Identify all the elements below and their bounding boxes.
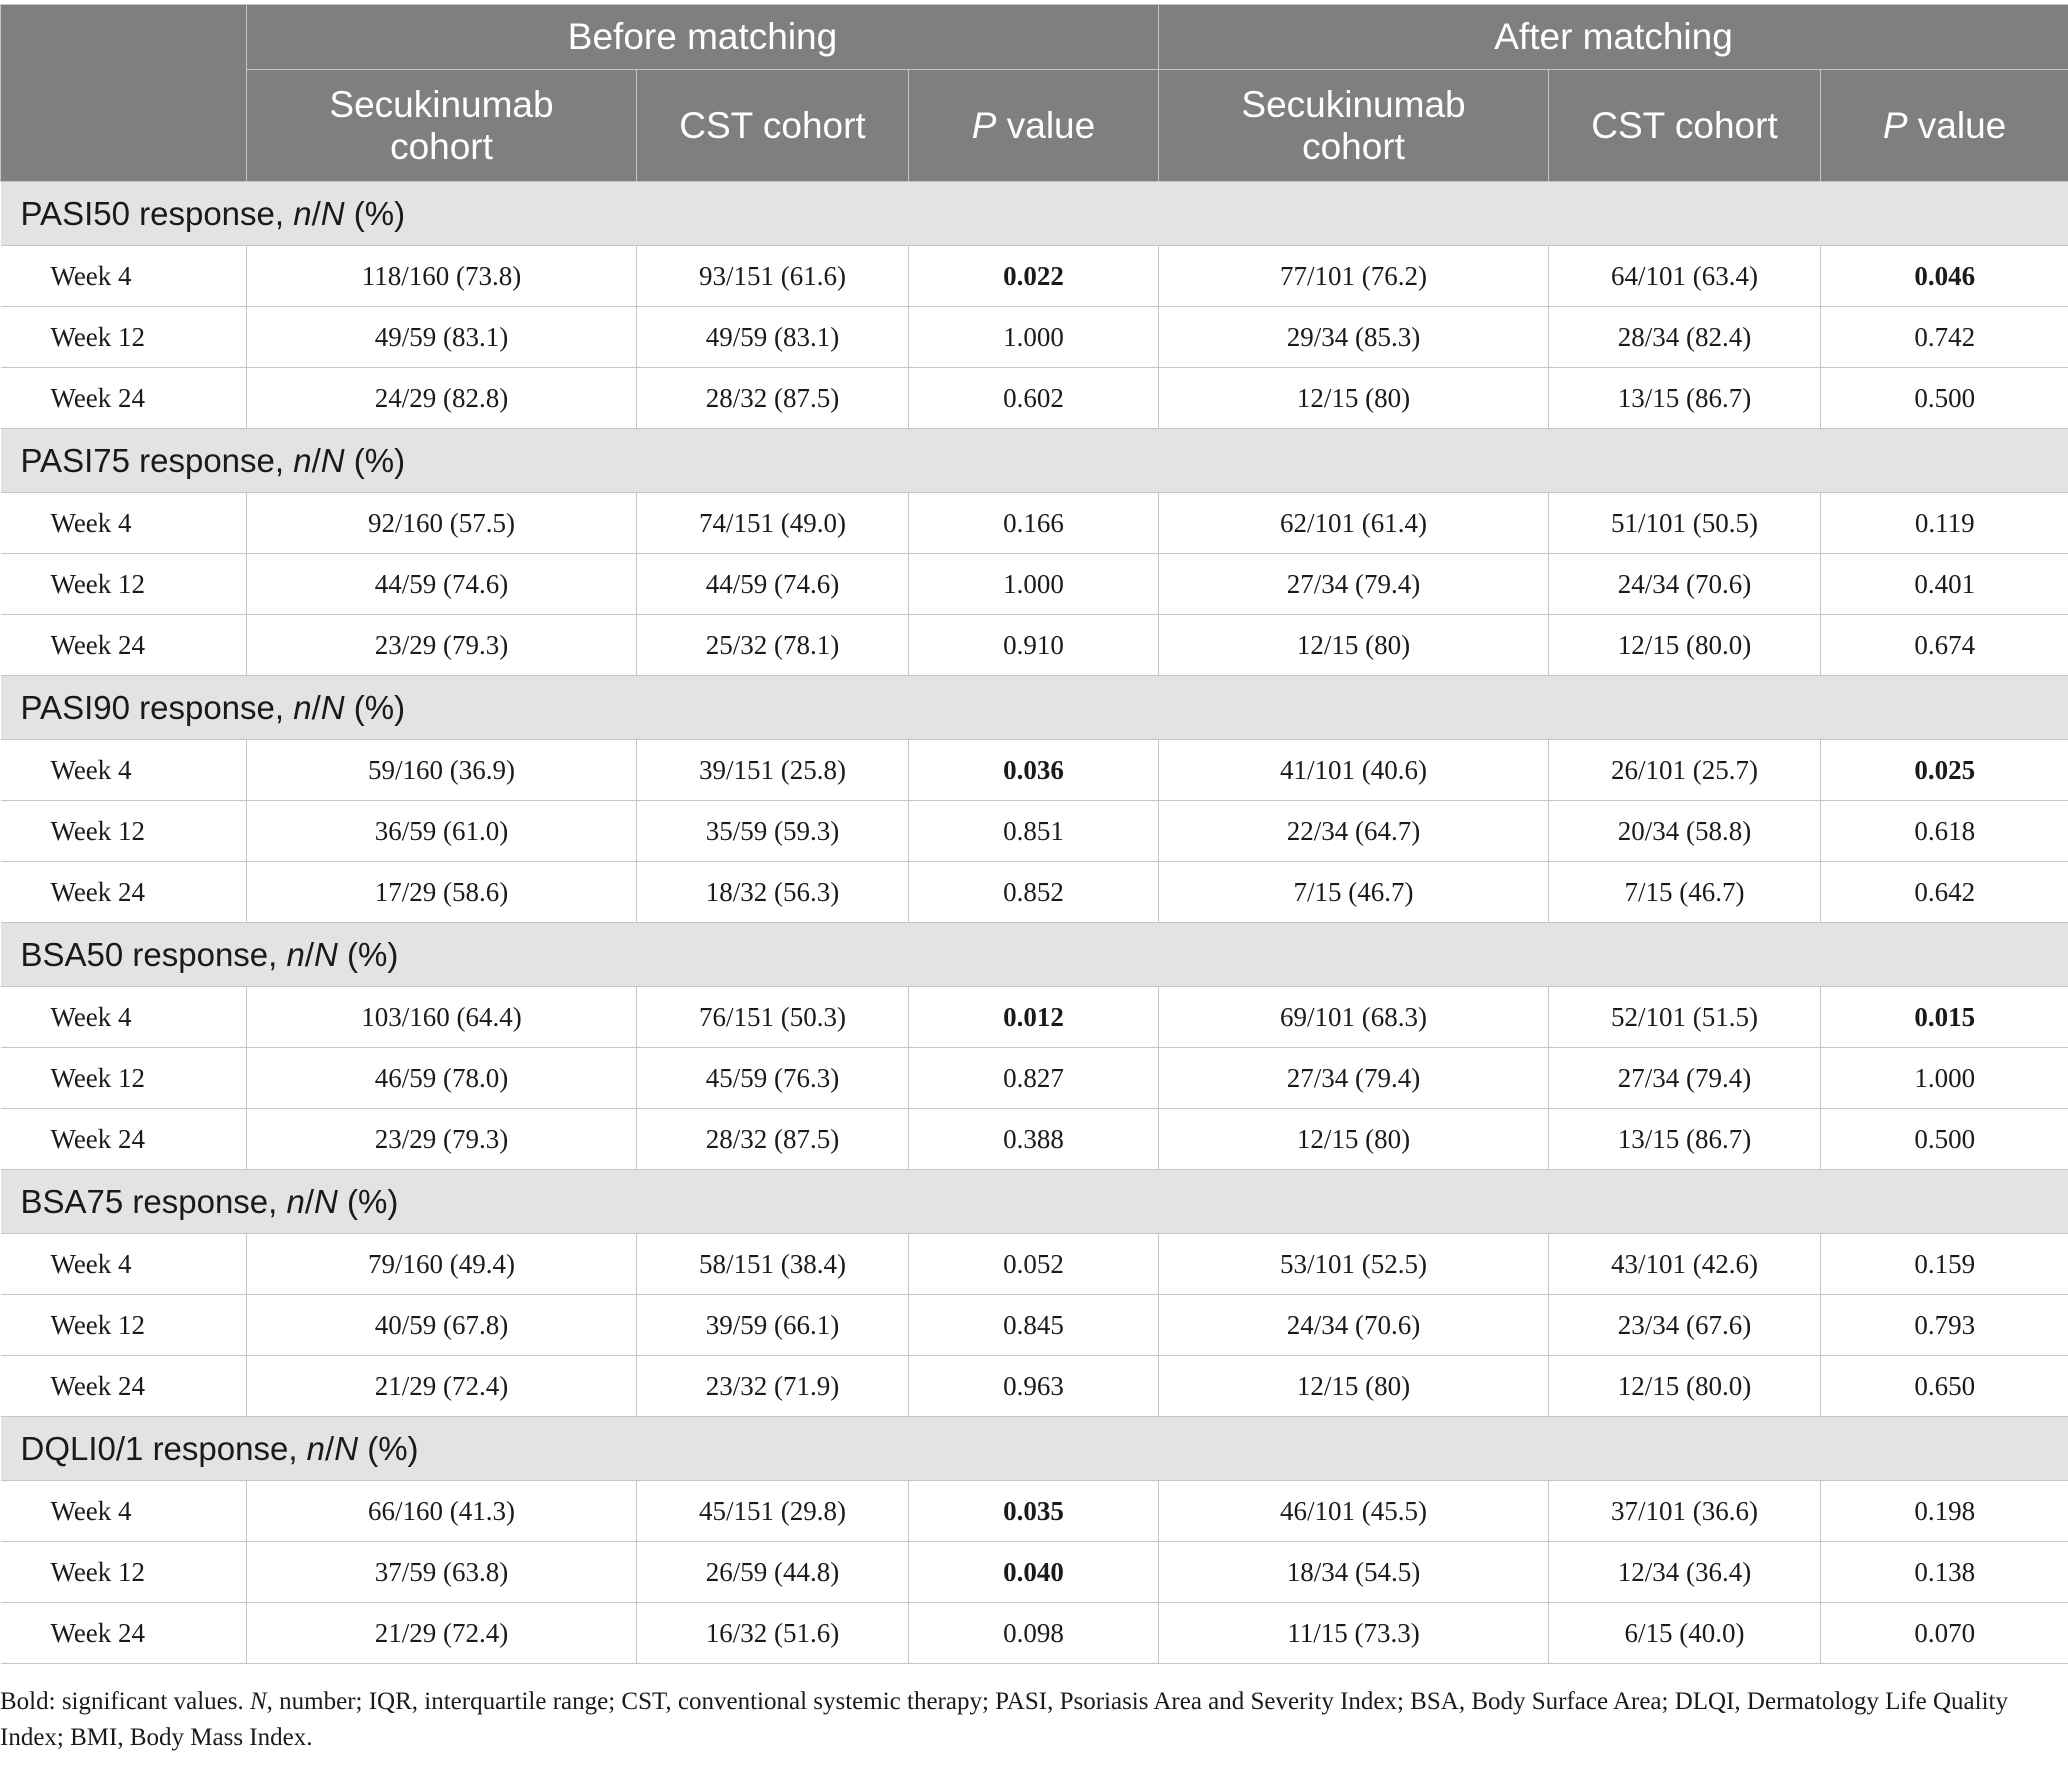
table-row	[1, 246, 2068, 307]
row-label: Week 4	[1, 987, 247, 1048]
table-cell: 93/151 (61.6)	[637, 246, 909, 307]
row-label: Week 24	[1, 368, 247, 429]
row-label: Week 12	[1, 554, 247, 615]
table-cell: 69/101 (68.3)	[1159, 987, 1549, 1048]
table-row	[1, 1109, 2068, 1170]
row-label: Week 12	[1, 1048, 247, 1109]
row-label: Week 24	[1, 615, 247, 676]
table-cell: 0.500	[1821, 368, 2068, 429]
table-cell: 0.650	[1821, 1356, 2068, 1417]
section-title-part: (%)	[344, 441, 406, 479]
table-cell: 28/32 (87.5)	[637, 1109, 909, 1170]
section-title-part: N	[314, 1182, 338, 1220]
table-cell: 0.963	[909, 1356, 1159, 1417]
table-cell: 27/34 (79.4)	[1159, 1048, 1549, 1109]
table-cell: 0.046	[1821, 246, 2068, 307]
table-cell: 0.198	[1821, 1481, 2068, 1542]
table-cell: 0.602	[909, 368, 1159, 429]
table-cell: 64/101 (63.4)	[1549, 246, 1821, 307]
table-cell: 0.827	[909, 1048, 1159, 1109]
table-cell: 53/101 (52.5)	[1159, 1234, 1549, 1295]
subheader-row	[1, 70, 2068, 182]
row-label: Week 4	[1, 1234, 247, 1295]
table-cell: 0.036	[909, 740, 1159, 801]
table-cell: 41/101 (40.6)	[1159, 740, 1549, 801]
table-cell: 40/59 (67.8)	[247, 1295, 637, 1356]
footnote-rest: , number; IQR, interquartile range; CST, conventional systemic therapy; PASI, Psoriasis Area and Severity Index; BSA, Body Surface Area; DLQI, Dermatology Life Quality Index; BMI, Body Mass Index.	[0, 1688, 2008, 1751]
table-cell: 17/29 (58.6)	[247, 862, 637, 923]
row-label: Week 24	[1, 1356, 247, 1417]
table-cell: 51/101 (50.5)	[1549, 493, 1821, 554]
table-cell: 0.674	[1821, 615, 2068, 676]
table-cell: 7/15 (46.7)	[1159, 862, 1549, 923]
table-cell: 1.000	[909, 307, 1159, 368]
section-title-part: /	[311, 688, 321, 726]
table-cell: 118/160 (73.8)	[247, 246, 637, 307]
table-cell: 22/34 (64.7)	[1159, 801, 1549, 862]
header-before-matching: Before matching	[247, 5, 1159, 70]
table-cell: 0.793	[1821, 1295, 2068, 1356]
table-cell: 62/101 (61.4)	[1159, 493, 1549, 554]
table-cell: 58/151 (38.4)	[637, 1234, 909, 1295]
table-cell: 11/15 (73.3)	[1159, 1603, 1549, 1664]
section-title-part: n	[306, 1429, 326, 1467]
section-title-part: /	[304, 935, 315, 973]
section-title-part: PASI90 response,	[20, 688, 285, 726]
table-cell: 0.138	[1821, 1542, 2068, 1603]
table-cell: 28/34 (82.4)	[1549, 307, 1821, 368]
subheader-sub: cohort	[390, 125, 493, 167]
table-cell: 39/59 (66.1)	[637, 1295, 909, 1356]
section-title-part: n	[286, 935, 305, 973]
section-row	[1, 182, 2068, 246]
table-cell: 29/34 (85.3)	[1159, 307, 1549, 368]
footnote-bold-note: Bold: significant values.	[0, 1688, 250, 1715]
table-cell: 0.166	[909, 493, 1159, 554]
table-cell: 21/29 (72.4)	[247, 1356, 637, 1417]
table-cell: 0.845	[909, 1295, 1159, 1356]
table-cell: 0.035	[909, 1481, 1159, 1542]
subheader-main: Secukinumab	[329, 83, 554, 125]
table-cell: 0.388	[909, 1109, 1159, 1170]
footnote-n: N	[249, 1688, 267, 1715]
section-title	[1, 182, 2068, 246]
section-title-part: PASI75 response,	[20, 441, 285, 479]
section-title-part: n	[286, 1182, 305, 1220]
table-cell: 13/15 (86.7)	[1549, 1109, 1821, 1170]
section-title-part: (%)	[358, 1429, 419, 1467]
p-italic: P	[1882, 104, 1908, 146]
table-cell: 12/15 (80)	[1159, 368, 1549, 429]
table-cell: 26/101 (25.7)	[1549, 740, 1821, 801]
table-cell: 12/15 (80)	[1159, 615, 1549, 676]
section-title-part: N	[320, 441, 345, 479]
section-title-part: BSA50 response,	[20, 935, 278, 973]
table-cell: 0.159	[1821, 1234, 2068, 1295]
section-title	[1, 429, 2068, 493]
section-title	[1, 676, 2068, 740]
table-row	[1, 368, 2068, 429]
table-cell: 52/101 (51.5)	[1549, 987, 1821, 1048]
table-cell: 45/151 (29.8)	[637, 1481, 909, 1542]
table-cell: 12/34 (36.4)	[1549, 1542, 1821, 1603]
row-label: Week 12	[1, 1542, 247, 1603]
section-title-part: (%)	[337, 1182, 399, 1220]
table-cell: 20/34 (58.8)	[1549, 801, 1821, 862]
subheader-col-3	[909, 70, 1159, 182]
table-cell: 0.910	[909, 615, 1159, 676]
subheader-col-5	[1549, 70, 1821, 182]
table-cell: 103/160 (64.4)	[247, 987, 637, 1048]
table-row	[1, 740, 2068, 801]
table-cell: 12/15 (80)	[1159, 1356, 1549, 1417]
table-cell: 0.040	[909, 1542, 1159, 1603]
table-row	[1, 1234, 2068, 1295]
subheader-main: value	[1907, 104, 2007, 146]
table-cell: 1.000	[909, 554, 1159, 615]
row-label: Week 12	[1, 1295, 247, 1356]
section-title-part: /	[304, 1182, 315, 1220]
table-cell: 21/29 (72.4)	[247, 1603, 637, 1664]
table-cell: 0.022	[909, 246, 1159, 307]
table-cell: 0.642	[1821, 862, 2068, 923]
table-cell: 27/34 (79.4)	[1159, 554, 1549, 615]
table-cell: 49/59 (83.1)	[247, 307, 637, 368]
table-cell: 23/32 (71.9)	[637, 1356, 909, 1417]
table-cell: 0.052	[909, 1234, 1159, 1295]
table-cell: 74/151 (49.0)	[637, 493, 909, 554]
table-cell: 44/59 (74.6)	[637, 554, 909, 615]
subheader-sub: cohort	[1302, 125, 1405, 167]
subheader-main: Secukinumab	[1241, 83, 1466, 125]
table-cell: 28/32 (87.5)	[637, 368, 909, 429]
table-cell: 23/29 (79.3)	[247, 1109, 637, 1170]
table-cell: 0.015	[1821, 987, 2068, 1048]
table-cell: 46/59 (78.0)	[247, 1048, 637, 1109]
section-title-part: /	[311, 194, 321, 232]
header-empty-cell	[1, 5, 247, 182]
section-title-part: DQLI0/1 response,	[20, 1429, 298, 1467]
subheader-col-6	[1821, 70, 2068, 182]
table-cell: 92/160 (57.5)	[247, 493, 637, 554]
row-label: Week 4	[1, 740, 247, 801]
table-cell: 18/34 (54.5)	[1159, 1542, 1549, 1603]
section-title-part: PASI50 response,	[20, 194, 285, 232]
table-cell: 12/15 (80.0)	[1549, 1356, 1821, 1417]
table-row	[1, 1542, 2068, 1603]
table-row	[1, 1481, 2068, 1542]
row-label: Week 4	[1, 1481, 247, 1542]
table-cell: 0.851	[909, 801, 1159, 862]
subheader-main: value	[996, 104, 1096, 146]
table-cell: 36/59 (61.0)	[247, 801, 637, 862]
table-cell: 49/59 (83.1)	[637, 307, 909, 368]
table-cell: 0.098	[909, 1603, 1159, 1664]
table-body	[1, 182, 2068, 1664]
table-cell: 26/59 (44.8)	[637, 1542, 909, 1603]
section-title-part: N	[334, 1429, 359, 1467]
table-cell: 0.070	[1821, 1603, 2068, 1664]
table-cell: 0.742	[1821, 307, 2068, 368]
table-cell: 24/34 (70.6)	[1549, 554, 1821, 615]
section-title	[1, 1170, 2068, 1234]
section-row	[1, 676, 2068, 740]
table-cell: 59/160 (36.9)	[247, 740, 637, 801]
section-title	[1, 923, 2068, 987]
table-cell: 0.618	[1821, 801, 2068, 862]
row-label: Week 4	[1, 246, 247, 307]
table-cell: 24/34 (70.6)	[1159, 1295, 1549, 1356]
section-title	[1, 1417, 2068, 1481]
table-cell: 25/32 (78.1)	[637, 615, 909, 676]
results-table	[0, 4, 2068, 1664]
table-cell: 6/15 (40.0)	[1549, 1603, 1821, 1664]
section-row	[1, 1170, 2068, 1234]
table-row	[1, 307, 2068, 368]
table-cell: 0.500	[1821, 1109, 2068, 1170]
table-cell: 23/29 (79.3)	[247, 615, 637, 676]
table-row	[1, 615, 2068, 676]
row-label: Week 4	[1, 493, 247, 554]
section-title-part: (%)	[344, 194, 406, 232]
table-cell: 23/34 (67.6)	[1549, 1295, 1821, 1356]
table-row	[1, 862, 2068, 923]
table-row	[1, 987, 2068, 1048]
table-cell: 1.000	[1821, 1048, 2068, 1109]
table-cell: 12/15 (80.0)	[1549, 615, 1821, 676]
subheader-col-2	[637, 70, 909, 182]
section-title-part: n	[293, 688, 312, 726]
subheader-main: CST cohort	[679, 104, 866, 146]
row-label: Week 12	[1, 801, 247, 862]
table-cell: 76/151 (50.3)	[637, 987, 909, 1048]
table-row	[1, 554, 2068, 615]
subheader-col-4	[1159, 70, 1549, 182]
table-cell: 13/15 (86.7)	[1549, 368, 1821, 429]
table-cell: 0.119	[1821, 493, 2068, 554]
row-label: Week 12	[1, 307, 247, 368]
table-cell: 0.852	[909, 862, 1159, 923]
section-row	[1, 429, 2068, 493]
table-cell: 0.401	[1821, 554, 2068, 615]
section-title-part: n	[293, 441, 312, 479]
table-cell: 16/32 (51.6)	[637, 1603, 909, 1664]
table-row	[1, 1295, 2068, 1356]
table-footnote	[0, 1684, 2050, 1756]
p-italic: P	[971, 104, 997, 146]
table-row	[1, 1603, 2068, 1664]
section-title-part: (%)	[344, 688, 406, 726]
table-cell: 44/59 (74.6)	[247, 554, 637, 615]
table-cell: 79/160 (49.4)	[247, 1234, 637, 1295]
section-title-part: N	[320, 194, 345, 232]
table-cell: 27/34 (79.4)	[1549, 1048, 1821, 1109]
table-cell: 0.025	[1821, 740, 2068, 801]
section-title-part: n	[293, 194, 312, 232]
row-label: Week 24	[1, 1109, 247, 1170]
table-cell: 18/32 (56.3)	[637, 862, 909, 923]
section-title-part: /	[311, 441, 321, 479]
subheader-col-1	[247, 70, 637, 182]
row-label: Week 24	[1, 1603, 247, 1664]
table-cell: 39/151 (25.8)	[637, 740, 909, 801]
section-title-part: /	[325, 1429, 335, 1467]
table-row	[1, 801, 2068, 862]
table-cell: 37/101 (36.6)	[1549, 1481, 1821, 1542]
table-row	[1, 493, 2068, 554]
table-cell: 12/15 (80)	[1159, 1109, 1549, 1170]
row-label: Week 24	[1, 862, 247, 923]
table-cell: 77/101 (76.2)	[1159, 246, 1549, 307]
header-after-matching: After matching	[1159, 5, 2068, 70]
subheader-main: CST cohort	[1591, 104, 1778, 146]
section-row	[1, 923, 2068, 987]
table-header	[1, 5, 2068, 182]
section-title-part: BSA75 response,	[20, 1182, 278, 1220]
table-cell: 7/15 (46.7)	[1549, 862, 1821, 923]
table-cell: 46/101 (45.5)	[1159, 1481, 1549, 1542]
table-cell: 37/59 (63.8)	[247, 1542, 637, 1603]
table-cell: 66/160 (41.3)	[247, 1481, 637, 1542]
table-cell: 24/29 (82.8)	[247, 368, 637, 429]
table-cell: 0.012	[909, 987, 1159, 1048]
section-row	[1, 1417, 2068, 1481]
table-row	[1, 1048, 2068, 1109]
section-title-part: N	[320, 688, 345, 726]
table-row	[1, 1356, 2068, 1417]
table-cell: 43/101 (42.6)	[1549, 1234, 1821, 1295]
table-cell: 45/59 (76.3)	[637, 1048, 909, 1109]
section-title-part: N	[314, 935, 338, 973]
table-cell: 35/59 (59.3)	[637, 801, 909, 862]
section-title-part: (%)	[337, 935, 399, 973]
